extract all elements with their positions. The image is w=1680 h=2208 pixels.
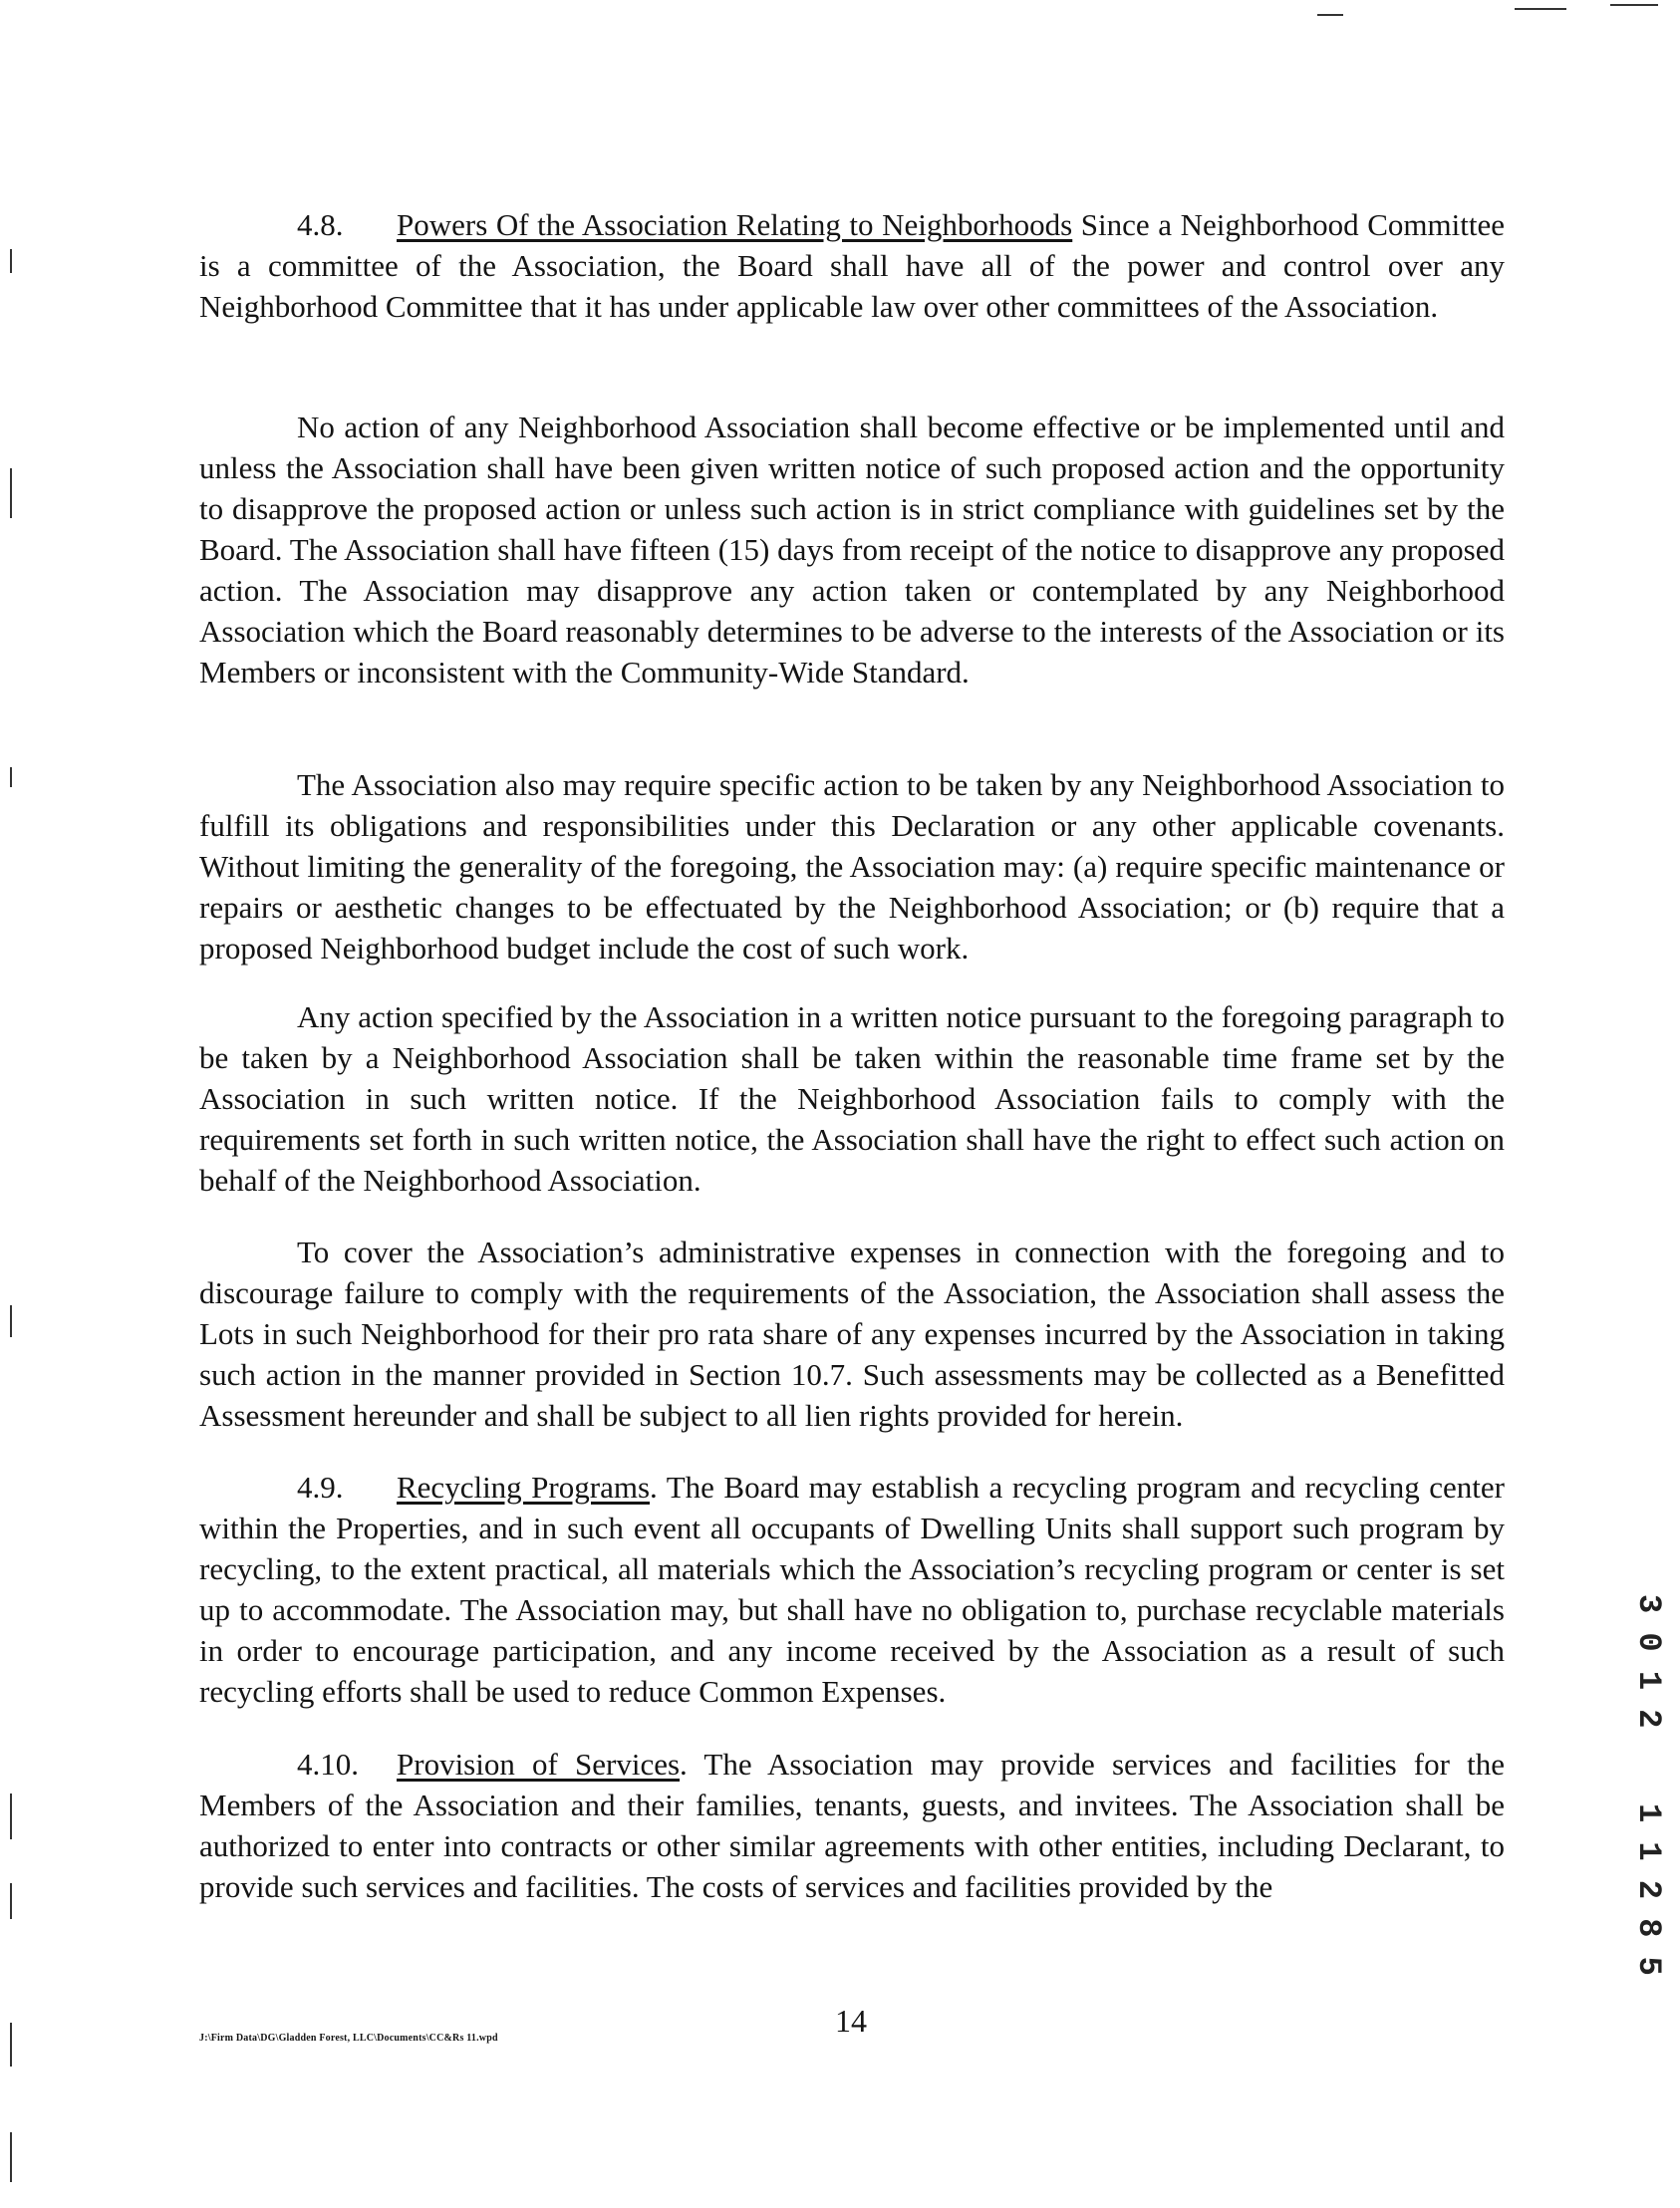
section-body: . The Association may provide services and facilities for the Members of the Association and their families, tenants, guests, and invitees. The Association shall be authorized to enter into contracts or other similar agreements with other entities, including Declarant, to provide such services and facilities. The costs of services and facilities provided by the — [199, 1747, 1505, 1904]
paragraph-neighborhood-action: No action of any Neighborhood Association shall become effective or be implemented until and unless the Association shall have been given written notice of such proposed action and the opportunity to disapprove the proposed action or unless such action is in strict compliance with guidelines set by the Board. The Association shall have fifteen (15) days from receipt of the notice to disapprove any proposed action. The Association may disapprove any action taken or contemplated by any Neighborhood Association which the Board reasonably determines to be adverse to the interests of the Association or its Members or inconsistent with the Community-Wide Standard. — [199, 410, 1505, 690]
scan-mark — [10, 1883, 12, 1919]
page-number: 14 — [835, 2003, 867, 2039]
section-body: . The Board may establish a recycling program and recycling center within the Properties, and in such event all occupants of Dwelling Units shall support such program by recycling, to the extent practical, all materials which the Association’s recycling program or center is set up to accommodate. The Association may, but shall have no obligation to, purchase recyclable materials in order to encourage participation, and any income received by the Association as a result of such recycling efforts shall be used to reduce Common Expenses. — [199, 1470, 1505, 1709]
section-heading: Powers Of the Association Relating to Neighborhoods — [397, 207, 1073, 242]
section-4-8-paragraph — [199, 204, 1505, 327]
scan-mark — [10, 468, 12, 518]
recording-stamp-lower: 1 1 2 8 5 — [1630, 1803, 1667, 1976]
scan-mark — [1610, 4, 1658, 6]
scan-mark — [10, 2132, 12, 2182]
section-4-10-paragraph — [199, 1744, 1505, 1907]
section-number: 4.10. — [297, 1747, 359, 1782]
scan-mark — [10, 1794, 12, 1839]
footer-file-path: J:\Firm Data\DG\Gladden Forest, LLC\Documents\CC&Rs 11.wpd — [199, 2033, 498, 2044]
section-number: 4.8. — [297, 207, 344, 242]
section-heading: Recycling Programs — [397, 1470, 651, 1505]
paragraph-administrative-expenses: To cover the Association’s administrative expenses in connection with the foregoing and to discourage failure to comply with the requirements of the Association, the Association shall assess the Lots in such Neighborhood for their pro rata share of any expenses incurred by the Association in taking such action in the manner provided in Section 10.7. Such assessments may be collected as a Benefitted Assessment hereunder and shall be subject to all lien rights provided for herein. — [199, 1235, 1505, 1433]
scan-mark — [10, 1305, 12, 1337]
scan-mark — [10, 249, 12, 273]
scan-mark — [1317, 14, 1343, 16]
paragraph-action-specified: Any action specified by the Association in a written notice pursuant to the foregoing paragraph to be taken by a Neighborhood Association shall be taken within the reasonable time frame set by the Association in such written notice. If the Neighborhood Association fails to comply with the requirements set forth in such written notice, the Association shall have the right to effect such action on behalf of the Neighborhood Association. — [199, 999, 1505, 1198]
paragraph-specific-action: The Association also may require specific action to be taken by any Neighborhood Association to fulfill its obligations and responsibilities under this Declaration or any other applicable covenants. Without limiting the generality of the foregoing, the Association may: (a) require specific maintenance or repairs or aesthetic changes to be effectuated by the Neighborhood Association; or (b) require that a proposed Neighborhood budget include the cost of such work. — [199, 767, 1505, 966]
section-heading: Provision of Services — [397, 1747, 681, 1782]
scan-mark — [1515, 8, 1566, 10]
recording-stamp-upper: 3 0 1 2 — [1630, 1594, 1667, 1729]
section-body: Since a Neighborhood Committee is a committee of the Association, the Board shall have all of the power and control over any Neighborhood Committee that it has under applicable law over other committees of the Association. — [199, 207, 1505, 324]
section-number: 4.9. — [297, 1470, 344, 1505]
section-4-9-paragraph — [199, 1467, 1505, 1712]
scan-mark — [10, 2023, 12, 2067]
scan-mark — [10, 767, 12, 787]
